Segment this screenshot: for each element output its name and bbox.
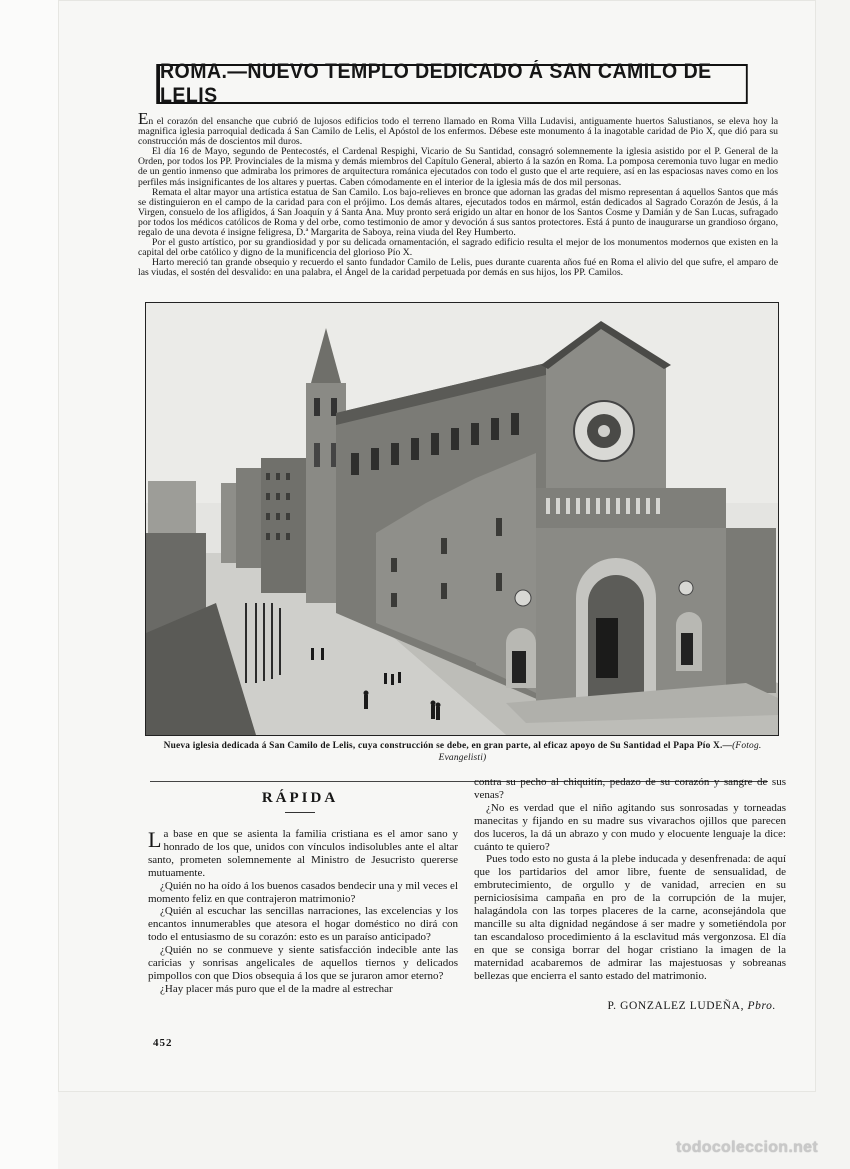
lead-paragraph: Por el gusto artístico, por su grandiosidad y por su delicada ornamentación, el sagrado edificio resulta el mejor de los monumentos modernos que existen en la capital del orbe católico y digno de la munificencia del glorioso Pío X.: [138, 237, 778, 259]
church-photograph: [145, 302, 779, 736]
scan-margin: [0, 0, 58, 1169]
author-signature: [474, 1000, 776, 1012]
lead-paragraph: Harto mereció tan grande obsequio y recuerdo el santo fundador Camilo de Lelis, pues durante cuarenta años fué en Roma el alivio del que sufre, el amparo de las viudas, el sostén del desvalido: en una palabra, el Ángel de la caridad perpetuada por demás en sus hijos, los PP. Camilos.: [138, 257, 778, 279]
article-column-right: [474, 776, 786, 983]
article-paragraph: La base en que se asienta la familia cristiana es el amor sano y honrado de los que, unidos con vínculos indisolubles ante el altar santo, prometen solemnemente al Ministro de Jesucristo quererse mutuamente.: [148, 827, 458, 879]
title-ornament: [285, 812, 315, 813]
watermark: todocoleccion.net: [676, 1139, 818, 1156]
author-name: P. GONZALEZ LUDEÑA,: [607, 1000, 745, 1012]
author-title: Pbro.: [747, 1000, 776, 1012]
article-paragraph: ¿Quién al escuchar las sencillas narraciones, las excelencias y los encantos innumerables que atesora el hogar doméstico no dirá con todo el entusiasmo de su corazón: esto es un paraíso anticipado?: [148, 905, 458, 944]
page-headline: ROMA.—NUEVO TEMPLO DEDICADO Á SAN CAMILO DE LELIS: [156, 64, 747, 104]
article-column-left: [148, 828, 458, 996]
article-paragraph: Pues todo esto no gusta á la plebe inducada y desenfrenada: de aquí que los partidarios del amor libre, fuente de sensualidad, de embrutecimiento, de orgullo y de vanidad, arrecien en su perniciosísima campaña en pro de la corrupción de la mujer, halagándola con las torpes placeres de la carne, aconsejándola que mancille su alta dignidad negándose á ser madre y sometiéndola por tan escandaloso procedimiento á la esclavitud más vergonzosa. El día en que se consiga borrar del hogar cristiano la imagen de la maternidad acabaremos de admirar las majestuosas y sobreanas bellezas que encierra el santo estado del matrimonio.: [474, 853, 786, 982]
caption-text: Nueva iglesia dedicada á San Camilo de Lelis, cuya construcción se debe, en gran parte, al eficaz apoyo de Su Santidad el Papa Pío X.—: [163, 741, 733, 751]
lead-article: [138, 109, 778, 279]
article-paragraph: ¿Hay placer más puro que el de la madre al estrechar: [160, 982, 393, 995]
photo-caption: [150, 740, 775, 764]
article-paragraph: contra su pecho al chiquitín, pedazo de su corazón y sangre de sus venas?: [474, 776, 786, 801]
page-number: 452: [153, 1037, 173, 1049]
lead-paragraph: El día 16 de Mayo, segundo de Pentecostés, el Cardenal Respighi, Vicario de Su Santidad, consagró solemnemente la iglesia asistido por el P. General de la Orden, por todos los PP. Provinciales de la misma y demás miembros del Capítulo General, abierto á la sazón en Roma. La pomposa ceremonia tuvo lugar en medio de un gentio inmenso que admiraba los primores de arquitectura románica ejecutados con todo el gusto que el arte requiere, así en las espaciosas naves como en los perfiles más insignificantes de los altares y puertas. Caben cómodamente en el interior de la iglesia más de dos mil personas.: [138, 146, 778, 188]
church-illustration: [146, 303, 778, 735]
photo-credit: (Fotog. Evangelisti): [438, 741, 762, 763]
lead-paragraph: Remata el altar mayor una artística estatua de San Camilo. Los bajo-relieves en bronce que adornan las gradas del mismo representan á aquellos Santos que más se distinguieron en el campo de la caridad para con el prójimo. Los demás altares, ejecutados todos en mármol, están dedicados al Sagrado Corazón de Jesús, á la Virgen, consuelo de los afligidos, á San Joaquín y á Santa Ana. Muy pronto será erigido un altar en honor de los Santos Cosme y Damián y de San Lucas, sufragado por todos los médicos católicos de Roma y del orbe, como testimonio de amor y devoción á sus santos protectores. Está á punto de inaugurarse un grandioso órgano, regalo de una devota é insigne feligresa, D.ª Margarita de Saboya, reina viuda del Rey Humberto.: [138, 186, 778, 239]
lead-paragraph: En el corazón del ensanche que cubrió de lujosos edificios todo el terreno llamado en Roma Villa Ludavisi, antiguamente huertos Salustianos, se eleva hoy la magnifica iglesia parroquial dedicada á San Camilo de Lelis, el Apóstol de los enfermos. Débese este monumento á la inagotable caridad de Pio X, que dió para su construcción más de doscientos mil duros.: [138, 109, 778, 148]
article-paragraph: ¿Quién no ha oído á los buenos casados bendecir una y mil veces el momento feliz en que contrajeron matrimonio?: [148, 879, 458, 905]
article-paragraph: ¿Quién no se conmueve y siente satisfacción indecible ante las caricias y sonrisas angelicales de aquellos tiernos y delicados pimpollos con que Dios obsequia á los que se juraron amor eterno?: [148, 944, 458, 982]
article-paragraph: ¿No es verdad que el niño agitando sus sonrosadas y torneadas manecitas y fijando en su madre sus vivarachos ojillos que parecen dos luceros, la dá un abrazo y con mudo y elocuente lenguaje la dice: cuánto te quiero?: [474, 801, 786, 853]
article-title: RÁPIDA: [261, 790, 339, 806]
